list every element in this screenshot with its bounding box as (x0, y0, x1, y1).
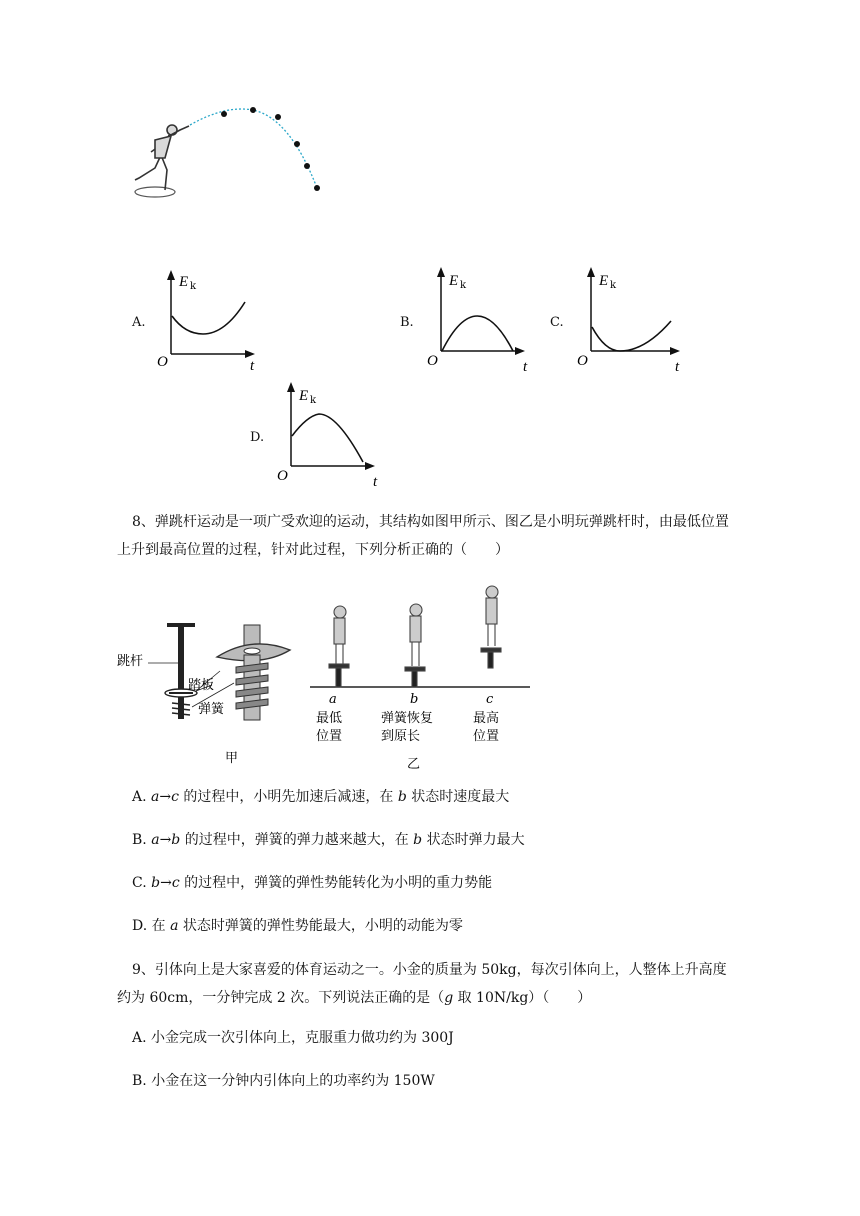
q7-option-c-graph (575, 263, 690, 373)
q8-d-prefix: D. 在 (132, 918, 171, 934)
q7-a-xlabel: t (250, 358, 255, 373)
pogo-stick-states-figure (305, 580, 535, 775)
q7-b-origin: O (427, 353, 438, 369)
figure-jia-caption: 甲 (225, 751, 239, 766)
person-state-b (405, 604, 425, 687)
state-b-line1: 弹簧恢复 (381, 711, 434, 726)
q9-stem-line2-b: 取 10N/kg）（ ） (453, 990, 592, 1006)
pedal-label: 踏板 (188, 678, 215, 693)
q7-option-b-label[interactable]: B. (400, 315, 414, 330)
q7-d-ylabel: E (299, 388, 309, 404)
state-b-letter: b (410, 692, 419, 707)
q8-a-v2: c (171, 789, 179, 805)
state-c-line1: 最高 (473, 711, 500, 726)
person-state-c (481, 586, 501, 668)
q7-b-curve (442, 316, 513, 351)
q8-a-prefix: A. (132, 789, 152, 805)
q7-d-curve (292, 414, 363, 462)
q8-c-arrow: → (160, 875, 172, 891)
q8-b-rest2: 状态时弹力最大 (422, 832, 525, 848)
state-c-line2: 位置 (473, 729, 500, 744)
state-c-letter: c (486, 692, 494, 707)
q8-option-d[interactable] (132, 916, 463, 936)
q7-d-xlabel: t (373, 474, 378, 488)
q8-a-rest2: 状态时速度最大 (406, 789, 510, 805)
q7-b-ylabel: E (449, 273, 459, 289)
trajectory-curve (190, 109, 317, 188)
q7-c-origin: O (577, 353, 588, 369)
q8-stem-line2: 上升到最高位置的过程，针对此过程，下列分析正确的（ ） (117, 542, 509, 558)
q9-stem-g: g (444, 990, 454, 1006)
spring-label: 弹簧 (198, 702, 225, 717)
q7-c-curve (592, 321, 671, 351)
state-a-line1: 最低 (316, 711, 343, 726)
q8-b-v2: b (171, 832, 181, 848)
q9-option-a[interactable]: A. 小金完成一次引体向上，克服重力做功约为 300J (132, 1030, 454, 1046)
q9-stem (117, 956, 817, 1012)
q7-c-xlabel: t (675, 359, 680, 373)
q8-a-v3: b (397, 789, 407, 805)
q8-b-v3: b (413, 832, 423, 848)
q8-stem-line1: 8、弹跳杆运动是一项广受欢迎的运动，其结构如图甲所示、图乙是小明玩弹跳杆时，由最低位置 (132, 514, 729, 530)
q7-option-d-label[interactable]: D. (250, 430, 265, 445)
q8-c-rest1: 的过程中，弹簧的弹性势能转化为小明的重力势能 (179, 875, 493, 891)
pole-label: 跳杆 (117, 654, 144, 669)
q8-stem (117, 508, 817, 564)
state-b-line2: 到原长 (381, 729, 421, 744)
q7-option-a-label[interactable]: A. (132, 315, 146, 330)
trajectory-points (221, 107, 320, 191)
q7-a-ylabel: E (179, 274, 189, 290)
q7-b-ysub: k (460, 280, 467, 291)
pogo-stick-structure-figure (112, 615, 302, 770)
q7-d-origin: O (277, 468, 288, 484)
q8-b-rest1: 的过程中，弹簧的弹力越来越大，在 (180, 832, 414, 848)
q8-b-prefix: B. (132, 832, 152, 848)
q7-b-xlabel: t (523, 359, 528, 373)
q9-stem-line1: 9、引体向上是大家喜爱的体育运动之一。小金的质量为 50kg，每次引体向上，人整体上升高度 (132, 962, 727, 978)
figure-yi-caption: 乙 (407, 757, 421, 772)
q7-option-c-label[interactable]: C. (550, 315, 564, 330)
q8-d-rest1: 状态时弹簧的弹性势能最大，小明的动能为零 (178, 918, 463, 934)
q8-option-a[interactable] (132, 787, 509, 807)
q7-option-b-graph (425, 263, 535, 373)
q7-c-ysub: k (610, 280, 617, 291)
q8-b-arrow: → (159, 832, 172, 848)
q8-option-c[interactable] (132, 873, 492, 893)
q8-c-v1: b (151, 875, 161, 891)
q7-a-origin: O (157, 354, 168, 370)
q7-option-a-graph (155, 268, 265, 373)
athlete-illustration (135, 125, 189, 197)
person-state-a (329, 606, 349, 687)
q9-stem-line2 (117, 984, 817, 1012)
q8-c-prefix: C. (132, 875, 152, 891)
q8-a-arrow: → (159, 789, 172, 805)
q8-c-v2: c (171, 875, 180, 891)
q9-option-b[interactable]: B. 小金在这一分钟内引体向上的功率约为 150W (132, 1073, 435, 1089)
shot-put-figure (125, 100, 335, 205)
state-a-letter: a (329, 692, 337, 707)
q7-d-ysub: k (310, 395, 317, 406)
q7-a-curve (172, 302, 245, 334)
q8-d-v1: a (170, 918, 179, 934)
q7-c-ylabel: E (599, 273, 609, 289)
q7-a-ysub: k (190, 281, 197, 292)
q8-a-rest1: 的过程中，小明先加速后减速，在 (178, 789, 398, 805)
state-a-line2: 位置 (316, 729, 343, 744)
q9-stem-line2-a: 约为 60cm，一分钟完成 2 次。下列说法正确的是（ (117, 990, 445, 1006)
q8-b-v1: a (151, 832, 160, 848)
q8-a-v1: a (151, 789, 160, 805)
q7-option-d-graph (275, 378, 385, 488)
q8-option-b[interactable] (132, 830, 525, 850)
